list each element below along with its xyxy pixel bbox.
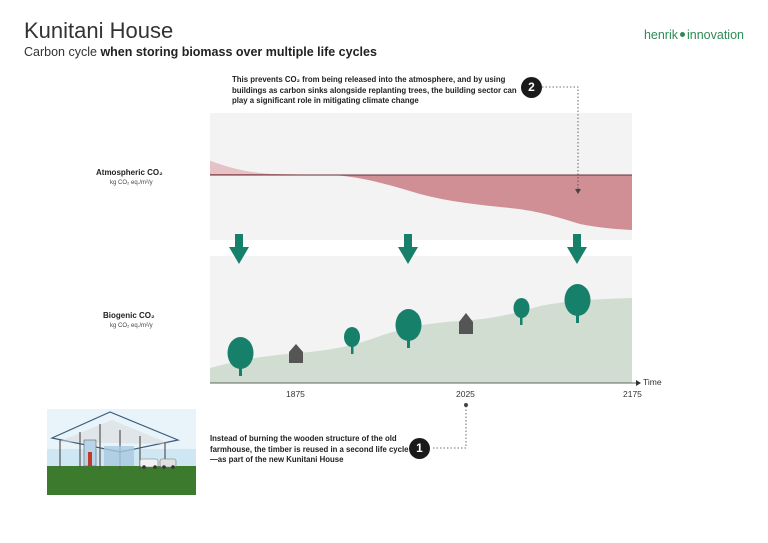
brand-right: innovation [687,28,744,42]
page-title: Kunitani House [24,18,174,43]
atmospheric-unit: kg CO₂ eq./m²/y [110,180,153,186]
annotation-badge-1: 1 [409,438,430,459]
atmospheric-label: Atmospheric CO₂ [96,168,163,177]
subtitle-bold: when storing biomass over multiple life cycles [100,45,377,59]
tick-label: 2175 [623,389,642,399]
time-axis-label: Time [643,377,662,387]
biogenic-unit: kg CO₂ eq./m²/y [110,323,153,329]
tick-label: 1875 [286,389,305,399]
tick-label: 2025 [456,389,475,399]
annotation-bottom-text: Instead of burning the wooden structure of the old farmhouse, the timber is reused in a second life cycle—as part of the new Kunitani House [210,434,409,464]
annotation-badge-2: 2 [521,77,542,98]
kunitani-house-illustration [47,409,196,495]
biogenic-label: Biogenic CO₂ [103,311,155,320]
connector-bottom-dot-icon [464,403,468,407]
connector-bottom [433,405,466,448]
subtitle-plain: Carbon cycle [24,45,97,59]
time-axis-arrowhead-icon [636,380,641,386]
annotation-top-text: This prevents CO₂ from being released into the atmosphere, and by using buildings as carbon sinks alongside replanting trees, the building sector can play a significant role in mitigating climate change [232,75,517,105]
brand-left: henrik [643,28,678,42]
